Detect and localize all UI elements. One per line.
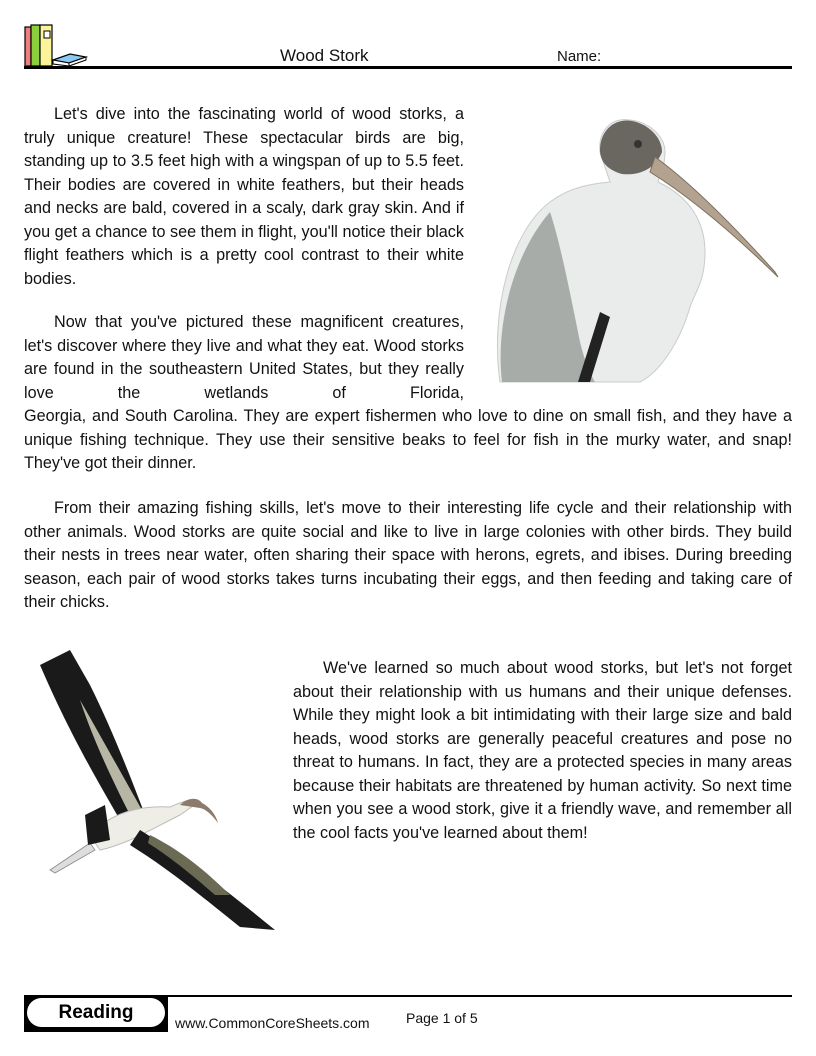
wood-stork-flying-image	[30, 645, 290, 935]
reading-badge	[24, 995, 168, 1032]
paragraph-4-text: We've learned so much about wood storks, but let's not forget about their relationship with us humans and their unique defenses. While they might look a bit intimidating with their large size and bald heads, wood storks are generally peaceful creatures and pose no threat to humans. In fact, they are a protected species in many areas because their habitats are threatened by human activity. So next time when you see a wood stork, give it a friendly wave, and remember all the cool facts you've learned about them!	[293, 659, 792, 842]
page-title: Wood Stork	[280, 46, 369, 65]
paragraph-1	[24, 103, 464, 291]
books-icon	[24, 24, 104, 68]
header-divider	[24, 66, 792, 69]
wood-stork-standing-image	[490, 112, 790, 392]
page-header	[24, 22, 792, 70]
paragraph-2-bottom: Georgia, and South Carolina. They are expert fishermen who love to dine on small fish, and they have a unique fishing technique. They use their sensitive beaks to feel for fish in the murky water, and snap! They've got their dinner.	[24, 407, 792, 472]
paragraph-4	[293, 657, 792, 845]
paragraph-1-text: Let's dive into the fascinating world of wood storks, a truly unique creature! These spectacular birds are big, standing up to 3.5 feet high with a wingspan of up to 5.5 feet. Their bodies are covered in white feathers, but their heads and necks are bald, covered in a scaly, dark gray skin. And if you get a chance to see them in flight, you'll notice their black flight feathers which is a pretty cool contrast to their white bodies.	[24, 105, 464, 288]
reading-badge-label: Reading	[27, 998, 165, 1027]
paragraph-2-top	[24, 311, 464, 405]
paragraph-3	[24, 497, 792, 615]
page-number: Page 1 of 5	[406, 1010, 478, 1026]
name-label: Name:	[557, 48, 602, 65]
paragraph-3-text: From their amazing fishing skills, let's move to their interesting life cycle and their relationship with other animals. Wood storks are quite social and like to live in large colonies with other birds. They build their nests in trees near water, often sharing their space with herons, egrets, and ibises. During breeding season, each pair of wood storks takes turns incubating their eggs, and then feeding and taking care of their chicks.	[24, 499, 792, 611]
paragraph-2-top-text: Now that you've pictured these magnificent creatures, let's discover where they live and what they eat. Wood storks are found in the southeastern United States, but they really love the wetlands of Florida,	[24, 313, 464, 402]
site-link[interactable]: www.CommonCoreSheets.com	[175, 1015, 370, 1031]
